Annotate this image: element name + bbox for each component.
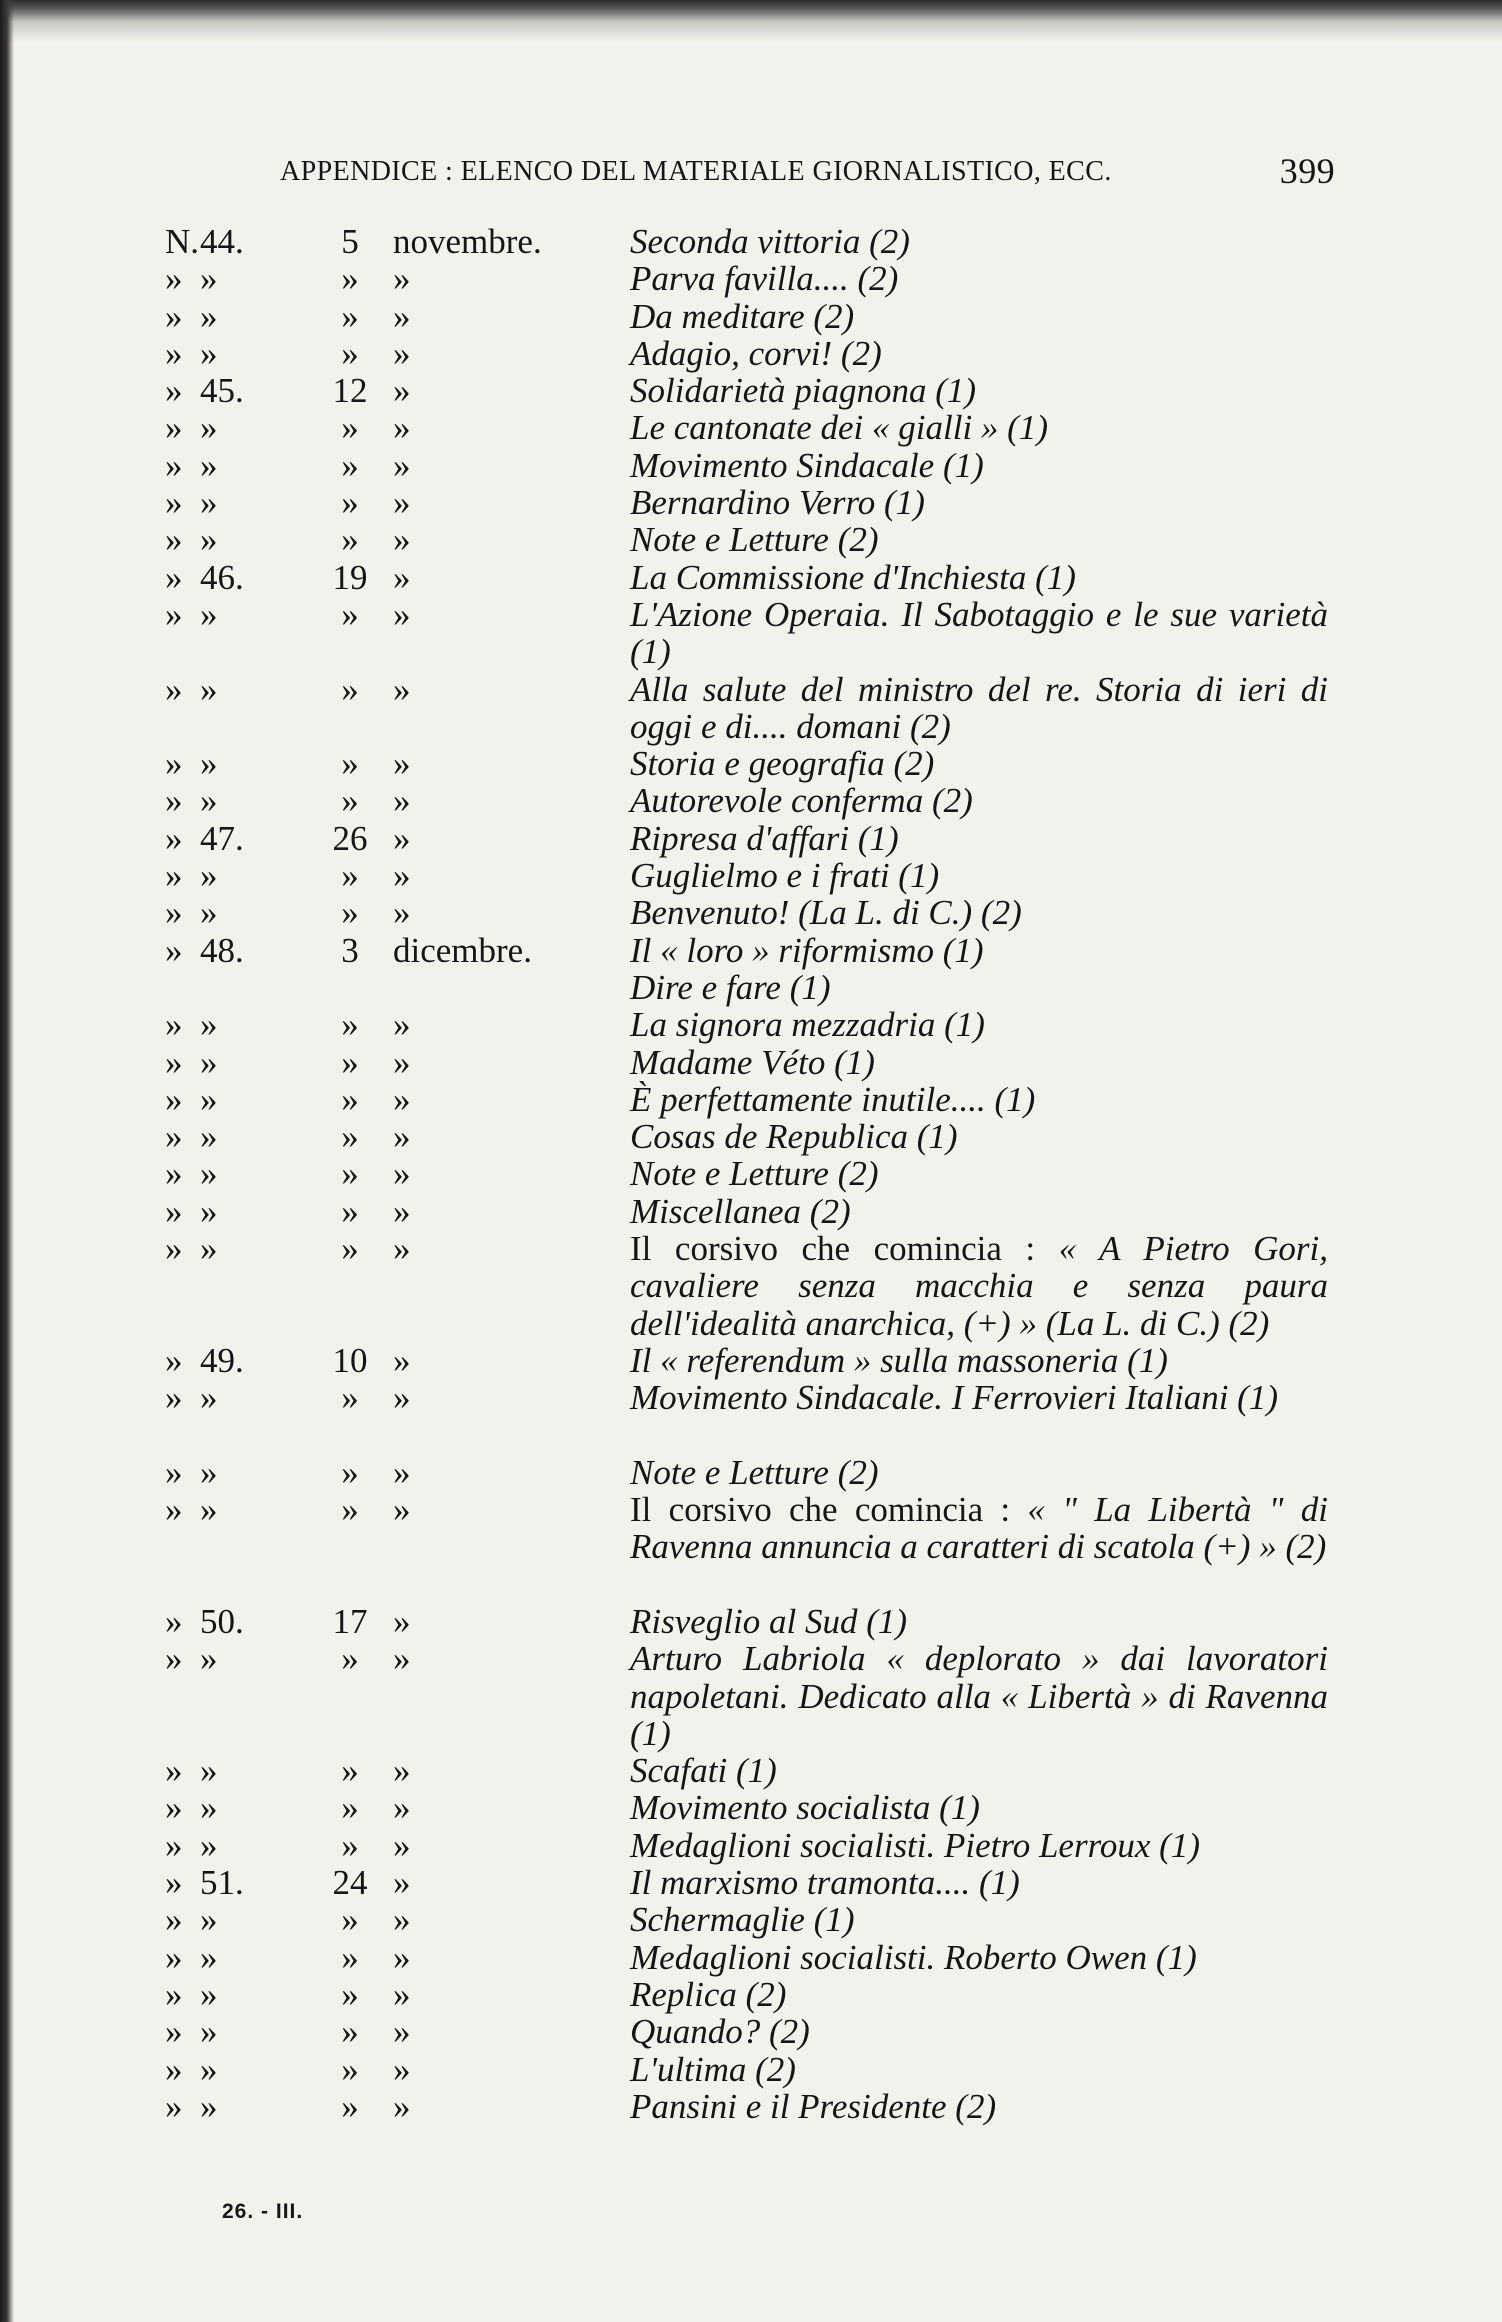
entry-month: » — [393, 856, 411, 896]
entry-number: » — [200, 259, 218, 299]
list-item — [0, 2013, 1502, 2050]
entry-number: » — [200, 1154, 218, 1194]
entry-volume-mark: » — [165, 259, 183, 299]
list-item — [0, 447, 1502, 484]
entry-number: » — [200, 1117, 218, 1157]
entry-day: » — [341, 445, 359, 485]
entry-month: » — [393, 1825, 411, 1865]
entry-volume-mark: » — [165, 333, 183, 373]
entry-day: » — [341, 296, 359, 336]
entry-number: » — [200, 1751, 218, 1791]
entry-title: Note e Letture (2) — [630, 1154, 879, 1194]
entry-day: 12 — [332, 371, 368, 411]
entry-title-intro: Il corsivo che comincia : — [630, 1229, 1059, 1269]
entry-volume-mark: » — [165, 1937, 183, 1977]
entry-number: 47. — [200, 818, 244, 858]
entry-volume-mark: » — [165, 371, 183, 411]
entry-month: novembre. — [393, 222, 542, 261]
entry-number: » — [200, 445, 218, 485]
entry-title: Le cantonate dei « gialli » (1) — [630, 408, 1048, 448]
list-item — [0, 1193, 1502, 1230]
entry-volume-mark: » — [165, 483, 183, 523]
list-item — [0, 1081, 1502, 1118]
list-item — [0, 2088, 1502, 2125]
entry-month: » — [393, 445, 411, 485]
entry-title: Parva favilla.... (2) — [630, 259, 899, 299]
entry-title: Movimento Sindacale. I Ferrovieri Italiani (1) — [630, 1378, 1278, 1418]
entry-day: » — [341, 1154, 359, 1194]
entry-number: 49. — [200, 1340, 244, 1380]
entry-number: » — [200, 893, 218, 933]
list-item — [0, 969, 1502, 1006]
entry-number: » — [200, 1825, 218, 1865]
entry-volume-mark: » — [165, 893, 183, 933]
entry-title-text: « " La Libertà " di Ravenna annuncia a caratteri di scatola (+) » (2) — [630, 1490, 1329, 1567]
entry-title: Pansini e il Presidente (2) — [630, 2086, 997, 2126]
entry-number: » — [200, 2012, 218, 2052]
list-item — [0, 260, 1502, 297]
entry-volume-mark: » — [165, 930, 183, 970]
entry-month: » — [393, 1378, 411, 1418]
entry-title: Dire e fare (1) — [630, 967, 831, 1007]
entry-title: La signora mezzadria (1) — [630, 1005, 985, 1045]
entry-list — [0, 223, 1502, 2125]
entry-title: L'ultima (2) — [630, 2049, 796, 2089]
entry-volume-mark: » — [165, 1042, 183, 1082]
entry-volume-mark: » — [165, 1340, 183, 1380]
entry-number: » — [200, 1378, 218, 1418]
entry-title: Da meditare (2) — [630, 296, 855, 336]
entry-title: Alla salute del ministro del re. Storia di ieri di oggi e di.... domani (2) — [630, 669, 1328, 746]
page-number: 399 — [1279, 151, 1335, 191]
entry-volume-mark: » — [165, 2049, 183, 2089]
entry-month: » — [393, 594, 411, 634]
entry-title: L'Azione Operaia. Il Sabotaggio e le sue varietà (1) — [630, 594, 1328, 672]
entry-title: Il marxismo tramonta.... (1) — [630, 1863, 1020, 1903]
entry-volume-mark: » — [165, 1005, 183, 1045]
entry-month: » — [393, 2049, 411, 2089]
list-item — [0, 1976, 1502, 2013]
entry-month: » — [393, 818, 411, 858]
entry-month: » — [393, 781, 411, 821]
entry-day: 19 — [332, 557, 368, 597]
entry-day: » — [341, 1639, 359, 1679]
entry-volume-mark: » — [165, 296, 183, 336]
list-item — [0, 1006, 1502, 1043]
entry-number: » — [200, 1937, 218, 1977]
entry-volume-mark: » — [165, 1751, 183, 1791]
entry-day: » — [341, 333, 359, 373]
entry-number: » — [200, 1639, 218, 1679]
entry-title: La Commissione d'Inchiesta (1) — [630, 557, 1076, 597]
entry-title: Adagio, corvi! (2) — [630, 333, 882, 373]
entry-number: 50. — [200, 1601, 244, 1641]
entry-number: » — [200, 1079, 218, 1119]
entry-title-text: « A Pietro Gori, cavaliere senza macchia e senza paura dell'idealità anarchica, (+) » (La L. di C.) (2) — [630, 1229, 1329, 1343]
entry-day: » — [341, 781, 359, 821]
entry-title: Movimento socialista (1) — [630, 1788, 980, 1828]
entry-day: » — [341, 1117, 359, 1157]
entry-day: » — [341, 1452, 359, 1492]
entry-day: » — [341, 2012, 359, 2052]
entry-title: Autorevole conferma (2) — [630, 781, 973, 821]
entry-day: » — [341, 2086, 359, 2126]
entry-day: » — [341, 1751, 359, 1791]
entry-volume-mark: » — [165, 1378, 183, 1418]
list-item — [0, 1827, 1502, 1864]
entry-number: 51. — [200, 1863, 244, 1903]
list-item — [0, 1640, 1502, 1752]
entry-day: » — [341, 483, 359, 523]
entry-number: » — [200, 1788, 218, 1828]
entry-volume-mark: » — [165, 856, 183, 896]
entry-month: » — [393, 669, 411, 709]
list-item — [0, 894, 1502, 931]
list-item — [0, 1603, 1502, 1640]
entry-volume-mark: » — [165, 744, 183, 784]
entry-title: Note e Letture (2) — [630, 520, 879, 560]
list-item — [0, 223, 1502, 260]
entry-volume-mark: » — [165, 1229, 183, 1269]
entry-month: » — [393, 1117, 411, 1157]
entry-number: » — [200, 520, 218, 560]
running-title: APPENDICE : ELENCO DEL MATERIALE GIORNALISTICO, ECC. — [280, 156, 1112, 187]
entry-month: » — [393, 1191, 411, 1231]
list-item — [0, 932, 1502, 969]
entry-day: » — [341, 1005, 359, 1045]
entry-day: » — [341, 1937, 359, 1977]
list-item — [0, 335, 1502, 372]
entry-month: » — [393, 1490, 411, 1530]
entry-number: » — [200, 744, 218, 784]
entry-day: » — [341, 1490, 359, 1530]
list-item — [0, 1118, 1502, 1155]
entry-volume-mark: » — [165, 781, 183, 821]
entry-title: Ripresa d'affari (1) — [630, 818, 899, 858]
entry-title: Medaglioni socialisti. Pietro Lerroux (1) — [630, 1825, 1200, 1865]
entry-day: » — [341, 1042, 359, 1082]
entry-number: » — [200, 2086, 218, 2126]
entry-title: Medaglioni socialisti. Roberto Owen (1) — [630, 1937, 1197, 1977]
entry-number: » — [200, 1452, 218, 1492]
entry-day: » — [341, 1191, 359, 1231]
entry-month: » — [393, 744, 411, 784]
entry-number: 46. — [200, 557, 244, 597]
entry-number: » — [200, 1490, 218, 1530]
entry-month: » — [393, 1639, 411, 1679]
entry-volume-mark: » — [165, 2012, 183, 2052]
entry-number: » — [200, 594, 218, 634]
entry-day: 10 — [332, 1340, 368, 1380]
entry-title: Bernardino Verro (1) — [630, 483, 925, 523]
entry-volume-mark: N. — [165, 222, 200, 261]
list-item — [0, 409, 1502, 446]
list-item — [0, 1230, 1502, 1342]
list-item — [0, 596, 1502, 671]
entry-title: Cosas de Republica (1) — [630, 1117, 958, 1157]
entry-day: » — [341, 1825, 359, 1865]
list-item — [0, 1379, 1502, 1454]
entry-number: » — [200, 1042, 218, 1082]
entry-day: » — [341, 669, 359, 709]
list-item — [0, 782, 1502, 819]
entry-volume-mark: » — [165, 445, 183, 485]
entry-number: 44. — [200, 222, 244, 261]
entry-month: » — [393, 259, 411, 299]
entry-title: Replica (2) — [630, 1974, 787, 2014]
entry-volume-mark: » — [165, 818, 183, 858]
entry-month: » — [393, 893, 411, 933]
entry-day: » — [341, 1229, 359, 1269]
entry-day: » — [341, 1900, 359, 1940]
entry-month: » — [393, 1900, 411, 1940]
entry-month: » — [393, 333, 411, 373]
entry-volume-mark: » — [165, 1117, 183, 1157]
entry-volume-mark: » — [165, 1788, 183, 1828]
signature-mark: 26. - III. — [222, 2200, 304, 2223]
entry-title — [630, 1230, 1328, 1342]
list-item — [0, 1454, 1502, 1491]
entry-day: » — [341, 1788, 359, 1828]
entry-month: » — [393, 371, 411, 411]
entry-title: Storia e geografia (2) — [630, 744, 935, 784]
list-item — [0, 2051, 1502, 2088]
entry-title: Madame Véto (1) — [630, 1042, 875, 1082]
entry-number: » — [200, 1191, 218, 1231]
entry-day: » — [341, 856, 359, 896]
list-item — [0, 671, 1502, 746]
entry-day: » — [341, 2049, 359, 2089]
entry-title: Guglielmo e i frati (1) — [630, 856, 940, 896]
entry-month: » — [393, 1229, 411, 1269]
entry-volume-mark: » — [165, 594, 183, 634]
entry-volume-mark: » — [165, 1191, 183, 1231]
entry-volume-mark: » — [165, 408, 183, 448]
entry-month: » — [393, 1751, 411, 1791]
entry-title: Benvenuto! (La L. di C.) (2) — [630, 893, 1022, 933]
entry-day: 3 — [341, 930, 359, 970]
entry-day: » — [341, 408, 359, 448]
entry-number: » — [200, 1005, 218, 1045]
entry-title: Il « loro » riformismo (1) — [630, 930, 984, 970]
entry-month: » — [393, 296, 411, 336]
entry-volume-mark: » — [165, 1079, 183, 1119]
entry-month: » — [393, 1788, 411, 1828]
entry-month: dicembre. — [393, 930, 532, 970]
entry-volume-mark: » — [165, 1490, 183, 1530]
entry-number: » — [200, 483, 218, 523]
entry-month: » — [393, 1079, 411, 1119]
entry-volume-mark: » — [165, 1900, 183, 1940]
entry-month: » — [393, 557, 411, 597]
entry-day: » — [341, 1079, 359, 1119]
entry-title: Note e Letture (2) — [630, 1452, 879, 1492]
running-head — [280, 150, 1335, 194]
entry-day: » — [341, 1378, 359, 1418]
entry-title: Schermaglie (1) — [630, 1900, 855, 1940]
list-item — [0, 1155, 1502, 1192]
list-item — [0, 484, 1502, 521]
entry-volume-mark: » — [165, 1825, 183, 1865]
entry-month: » — [393, 408, 411, 448]
entry-month: » — [393, 1340, 411, 1380]
entry-month: » — [393, 1974, 411, 2014]
entry-title-intro: Il corsivo che comincia : — [630, 1490, 1028, 1530]
list-item — [0, 298, 1502, 335]
entry-day: » — [341, 893, 359, 933]
list-item — [0, 1789, 1502, 1826]
entry-number: » — [200, 296, 218, 336]
entry-number: » — [200, 408, 218, 448]
entry-day: » — [341, 520, 359, 560]
entry-month: » — [393, 2086, 411, 2126]
entry-volume-mark: » — [165, 1863, 183, 1903]
entry-month: » — [393, 1452, 411, 1492]
list-item — [0, 1491, 1502, 1603]
entry-month: » — [393, 1863, 411, 1903]
entry-month: » — [393, 2012, 411, 2052]
entry-day: » — [341, 1974, 359, 2014]
entry-volume-mark: » — [165, 1639, 183, 1679]
list-item — [0, 1864, 1502, 1901]
entry-title: Movimento Sindacale (1) — [630, 445, 984, 485]
entry-title — [630, 1491, 1328, 1566]
entry-month: » — [393, 483, 411, 523]
entry-title: Il « referendum » sulla massoneria (1) — [630, 1340, 1168, 1380]
entry-volume-mark: » — [165, 1452, 183, 1492]
entry-number: 48. — [200, 930, 244, 970]
entry-month: » — [393, 1005, 411, 1045]
list-item — [0, 1044, 1502, 1081]
entry-day: 24 — [332, 1863, 368, 1903]
entry-title: Scafati (1) — [630, 1751, 777, 1791]
entry-month: » — [393, 1042, 411, 1082]
entry-number: » — [200, 1974, 218, 2014]
entry-day: » — [341, 744, 359, 784]
entry-volume-mark: » — [165, 1974, 183, 2014]
entry-number: » — [200, 2049, 218, 2089]
entry-day: 17 — [332, 1601, 368, 1641]
entry-month: » — [393, 1154, 411, 1194]
entry-volume-mark: » — [165, 557, 183, 597]
entry-number: 45. — [200, 371, 244, 411]
entry-month: » — [393, 1937, 411, 1977]
scan-shadow-top — [0, 0, 1502, 42]
entry-number: » — [200, 781, 218, 821]
entry-day: 5 — [341, 222, 359, 261]
entry-month: » — [393, 1601, 411, 1641]
entry-title: Miscellanea (2) — [630, 1191, 851, 1231]
entry-volume-mark: » — [165, 520, 183, 560]
list-item — [0, 857, 1502, 894]
list-item — [0, 820, 1502, 857]
entry-number: » — [200, 1900, 218, 1940]
entry-title: Arturo Labriola « deplorato » dai lavoratori napoletani. Dedicato alla « Libertà » di Ravenna (1) — [630, 1639, 1328, 1753]
entry-title: Quando? (2) — [630, 2012, 810, 2052]
list-item — [0, 1939, 1502, 1976]
list-item — [0, 521, 1502, 558]
list-item — [0, 1901, 1502, 1938]
list-item — [0, 559, 1502, 596]
entry-title: Seconda vittoria (2) — [630, 222, 910, 261]
entry-number: » — [200, 1229, 218, 1269]
entry-day: » — [341, 594, 359, 634]
entry-volume-mark: » — [165, 2086, 183, 2126]
entry-title: È perfettamente inutile.... (1) — [630, 1079, 1036, 1119]
entry-volume-mark: » — [165, 1601, 183, 1641]
list-item — [0, 1342, 1502, 1379]
entry-day: 26 — [332, 818, 368, 858]
list-item — [0, 372, 1502, 409]
entry-volume-mark: » — [165, 1154, 183, 1194]
entry-number: » — [200, 856, 218, 896]
entry-number: » — [200, 669, 218, 709]
entry-title: Risveglio al Sud (1) — [630, 1601, 908, 1641]
list-item — [0, 745, 1502, 782]
entry-number: » — [200, 333, 218, 373]
list-item — [0, 1752, 1502, 1789]
entry-day: » — [341, 259, 359, 299]
entry-title: Solidarietà piagnona (1) — [630, 371, 977, 411]
entry-month: » — [393, 520, 411, 560]
entry-volume-mark: » — [165, 669, 183, 709]
